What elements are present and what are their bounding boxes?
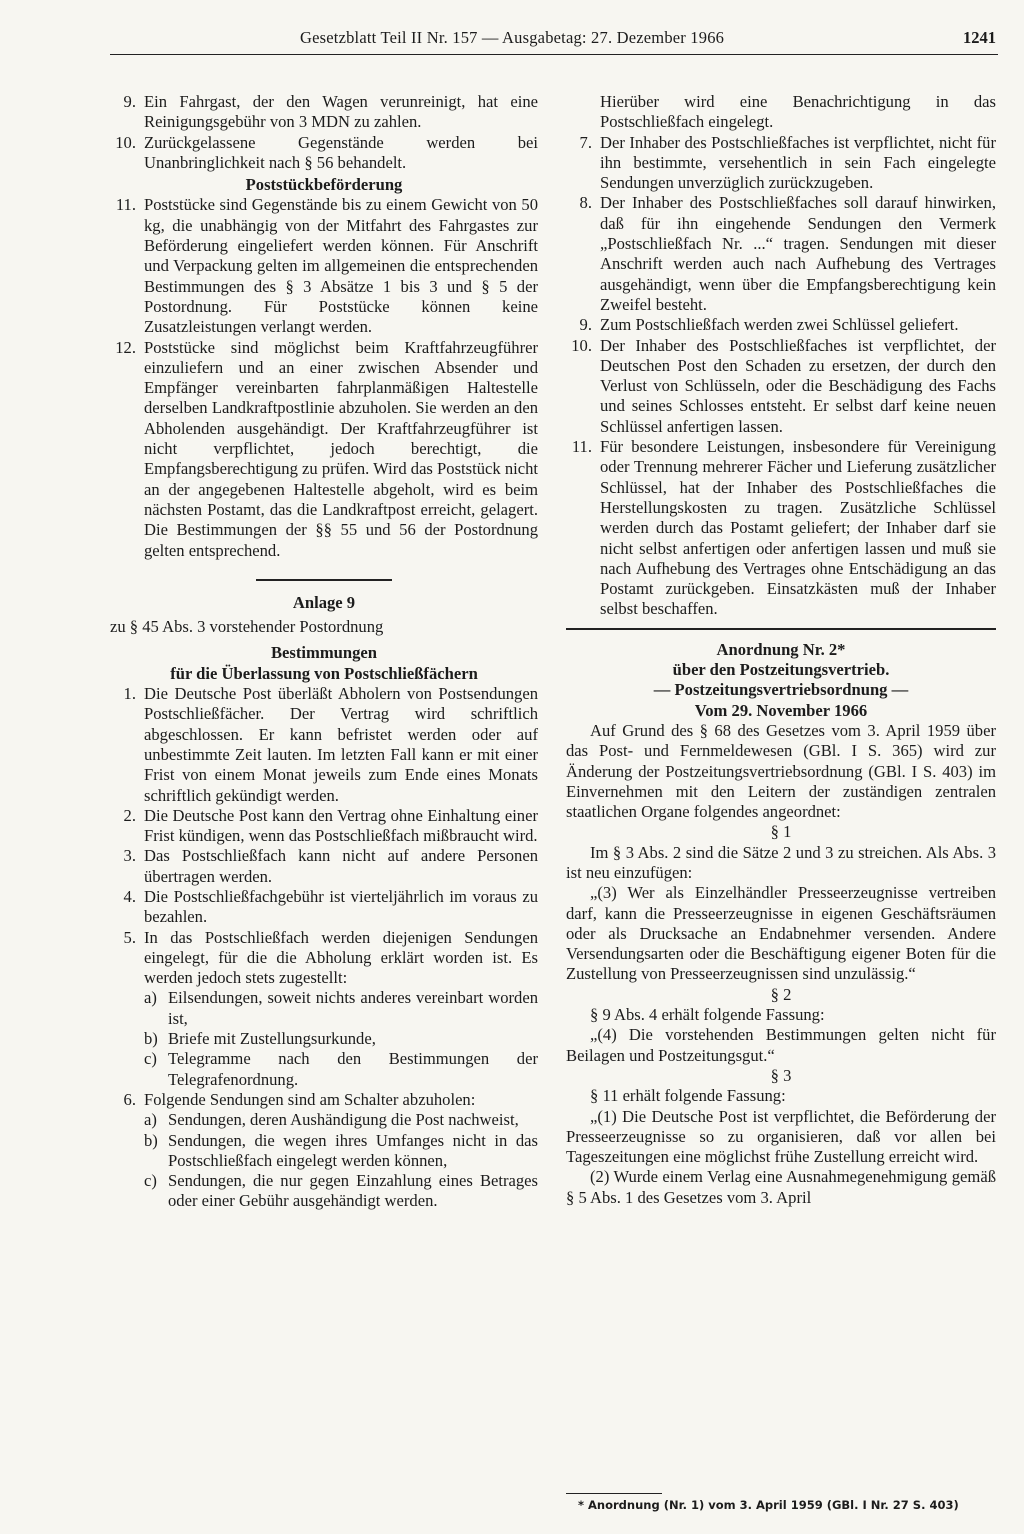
item-number: 12. xyxy=(115,337,136,357)
right-column xyxy=(566,92,996,1208)
item-text: Zum Postschließfach werden zwei Schlüssel geliefert. xyxy=(600,315,959,335)
sub-letter: b) xyxy=(144,1029,158,1049)
sub-letter: b) xyxy=(144,1130,158,1150)
item-number: 9. xyxy=(579,315,592,335)
item-number: 9. xyxy=(123,92,136,111)
bestimmungen-subtitle: für die Überlassung von Postschließfächern xyxy=(170,663,478,683)
sub-item xyxy=(144,1110,538,1130)
item-number: 11. xyxy=(115,195,136,215)
sub-text: Eilsendungen, soweit nichts anderes vereinbart worden ist, xyxy=(168,988,538,1028)
item-number: 10. xyxy=(571,335,592,355)
item-text: In das Postschließfach werden diejenigen Sendungen eingelegt, für die die Abholung erklärt worden ist. Es werden jedoch stets zugestellt: xyxy=(144,927,538,988)
anordnung-subtitle: über den Postzeitungsvertrieb. xyxy=(672,660,890,680)
list-item xyxy=(110,133,538,174)
sub-letter: a) xyxy=(144,1110,157,1130)
item-text: Poststücke sind Gegenstände bis zu einem Gewicht von 50 kg, die unabhängig von der Mitfahrt des Fahrgastes zur Beförderung eingeliefert werden können. Für Anschrift und Verpackung gelten im allgemeinen die entsprechenden Bestimmungen des § 3 Absätze 1 bis 3 und § 5 der Postordnung. Für Poststücke können keine Zusatzleistungen verlangt werden. xyxy=(144,195,538,337)
list-item xyxy=(110,1090,538,1212)
paragraph-heading: § 3 xyxy=(770,1065,792,1085)
paragraph-quote: „(3) Wer als Einzelhändler Presseerzeugnisse vertreiben darf, kann die Presseerzeugnisse in eigenen Geschäftsräumen oder als Drucksache an Endabnehmer versenden. Andere Versendungsarten oder die Beschäftigung eigener Boten für die Zustellung von Presseerzeugnissen sind unzulässig.“ xyxy=(566,883,996,984)
page-number: 1241 xyxy=(963,28,996,47)
anlage-reference: zu § 45 Abs. 3 vorstehender Postordnung xyxy=(110,617,384,637)
list-item xyxy=(566,437,996,620)
footnote-divider xyxy=(566,1493,662,1494)
item-text: Folgende Sendungen sind am Schalter abzuholen: xyxy=(144,1089,476,1109)
item-text: Der Inhaber des Postschließfaches ist verpflichtet, nicht für ihn bestimmte, versehentlich in sein Fach eingelegte Sendungen unverzüglich zurückzugeben. xyxy=(600,132,996,193)
item-number: 6. xyxy=(123,1089,136,1109)
item-text: Die Deutsche Post kann den Vertrag ohne Einhaltung einer Frist kündigen, wenn das Postschließfach mißbraucht wird. xyxy=(144,805,538,846)
anordnung-title: Anordnung Nr. 2* xyxy=(716,639,846,659)
list-item xyxy=(110,195,538,337)
item-number: 3. xyxy=(123,846,136,866)
item-text: Die Postschließfachgebühr ist vierteljährlich im voraus zu bezahlen. xyxy=(144,886,538,927)
list-item xyxy=(566,336,996,437)
item-text: Zurückgelassene Gegenstände werden bei Unanbringlichkeit nach § 56 behandelt. xyxy=(144,132,538,172)
sub-item xyxy=(144,1049,538,1090)
anlage-title: Anlage 9 xyxy=(292,592,356,612)
sub-text: Sendungen, die wegen ihres Umfanges nicht in das Postschließfach eingelegt werden können, xyxy=(168,1130,538,1170)
item-number: 5. xyxy=(123,927,136,947)
item-number: 7. xyxy=(579,132,592,152)
page-header xyxy=(110,20,998,55)
bestimmungen-title: Bestimmungen xyxy=(270,643,378,663)
footnote: * Anordnung (Nr. 1) vom 3. April 1959 (GBl. I Nr. 27 S. 403) xyxy=(578,1498,959,1512)
paragraph-quote: „(1) Die Deutsche Post ist verpflichtet, die Beförderung der Presseerzeugnisse so zu organisieren, daß vor allen bei Tageszeitungen eine möglichst frühe Zustellung erreicht wird. xyxy=(566,1106,996,1167)
item-number: 4. xyxy=(123,886,136,906)
list-item xyxy=(110,928,538,1090)
sub-item xyxy=(144,1171,538,1212)
sub-text: Briefe mit Zustellungsurkunde, xyxy=(168,1029,376,1049)
section-divider xyxy=(566,628,996,630)
sub-item xyxy=(144,1131,538,1172)
paragraph-text: § 9 Abs. 4 erhält folgende Fassung: xyxy=(590,1005,825,1025)
anordnung-ordnung-name: — Postzeitungsvertriebsordnung — xyxy=(653,680,909,700)
continued-text xyxy=(566,92,996,133)
item-text: Für besondere Leistungen, insbesondere für Vereinigung oder Trennung mehrerer Fächer und Lieferung zusätzlicher Schlüssel, hat der Inhaber des Postschließfaches die Herstellungskosten zu tragen. Zusätzliche Schlüssel werden durch das Postamt geliefert; der Inhaber darf sie nicht selbst anfertigen oder anfertigen lassen und muß sie nach Aufhebung des Vertrages ohne Entschädigung an das Postamt zurückgeben. Einsatzkästen muß der Inhaber selbst beschaffen. xyxy=(600,437,996,619)
sub-text: Sendungen, die nur gegen Einzahlung eines Betrages oder einer Gebühr ausgehändigt werden. xyxy=(168,1171,538,1211)
paragraph-heading: § 2 xyxy=(770,984,792,1004)
anordnung-date: Vom 29. November 1966 xyxy=(694,700,868,720)
item-number: 2. xyxy=(123,805,136,825)
section-divider xyxy=(256,579,392,581)
list-item xyxy=(566,133,996,194)
item-text: Der Inhaber des Postschließfaches soll darauf hinwirken, daß für ihn eingehende Sendungen den Vermerk „Postschließfach Nr. ...“ tragen. Sendungen mit dieser Anschrift werden auch nach Aufhebung des Vertrages ausgehändigt, wenn über die Empfangsberechtigung kein Zweifel besteht. xyxy=(600,193,996,314)
list-item xyxy=(566,315,996,335)
sub-letter: c) xyxy=(144,1049,157,1069)
list-item xyxy=(110,846,538,887)
sub-item xyxy=(144,1029,538,1049)
list-item xyxy=(566,193,996,315)
item-number: 11. xyxy=(571,437,592,457)
paragraph-quote: (2) Wurde einem Verlag eine Ausnahmegenehmigung gemäß § 5 Abs. 1 des Gesetzes vom 3. April xyxy=(566,1167,996,1207)
list-item xyxy=(110,806,538,847)
item-text: Hierüber wird eine Benachrichtigung in das Postschließfach eingelegt. xyxy=(600,92,996,132)
paragraph-text: § 11 erhält folgende Fassung: xyxy=(590,1086,786,1106)
paragraph-text: Im § 3 Abs. 2 sind die Sätze 2 und 3 zu streichen. Als Abs. 3 ist neu einzufügen: xyxy=(566,842,996,882)
item-text: Poststücke sind möglichst beim Kraftfahrzeugführer einzuliefern und an einer zwischen Absender und Empfänger vereinbarten fahrplanmäßigen Haltestelle derselben Landkraftpostlinie abzuholen. Sie werden an den Abholenden ausgehändigt. Der Kraftfahrzeugführer ist nicht verpflichtet, jedoch berechtigt, die Empfangsberechtigung zu prüfen. Wird das Poststück nicht an der angegebenen Haltestelle abgeholt, wird es beim nächsten Postamt, das die Landkraftpost erreicht, gelagert. Die Bestimmungen der §§ 55 und 56 der Postordnung gelten entsprechend. xyxy=(144,337,538,560)
list-item xyxy=(110,338,538,561)
list-item xyxy=(110,684,538,806)
left-column xyxy=(110,92,538,1212)
item-number: 1. xyxy=(123,684,136,704)
sub-item xyxy=(144,988,538,1029)
list-item xyxy=(110,92,538,133)
section-title: Poststückbeförderung xyxy=(245,175,403,195)
item-number: 10. xyxy=(115,132,136,152)
item-text: Ein Fahrgast, der den Wagen verunreinigt, hat eine Reinigungsgebühr von 3 MDN zu zahlen. xyxy=(144,92,538,132)
sub-letter: c) xyxy=(144,1171,157,1191)
anordnung-intro: Auf Grund des § 68 des Gesetzes vom 3. April 1959 über das Post- und Fernmeldewesen (GBl. I S. 365) wird zur Änderung der Postzeitungsvertriebsordnung (GBl. I S. 403) im Einvernehmen mit den Leitern der zuständigen zentralen staatlichen Organe folgendes angeordnet: xyxy=(566,720,996,822)
sub-text: Sendungen, deren Aushändigung die Post nachweist, xyxy=(168,1110,519,1130)
paragraph-heading: § 1 xyxy=(770,822,792,842)
header-title: Gesetzblatt Teil II Nr. 157 — Ausgabetag: 27. Dezember 1966 xyxy=(300,28,725,47)
item-text: Das Postschließfach kann nicht auf andere Personen übertragen werden. xyxy=(144,846,538,886)
item-text: Die Deutsche Post überläßt Abholern von Postsendungen Postschließfächer. Der Vertrag wird schriftlich abgeschlossen. Er kann befristet werden oder auf unbestimmte Zeit lauten. Im letzten Fall kann er mit einer Frist von einem Monat jeweils zum Ende eines Monats schriftlich gekündigt werden. xyxy=(144,684,538,805)
item-text: Der Inhaber des Postschließfaches ist verpflichtet, der Deutschen Post den Schaden zu ersetzen, der durch den Verlust von Schlüsseln, oder die Beschädigung des Fachs und seines Schlosses entsteht. Er selbst darf keine neuen Schlüssel anfertigen lassen. xyxy=(600,335,996,436)
list-item xyxy=(110,887,538,928)
sub-text: Telegramme nach den Bestimmungen der Telegrafenordnung. xyxy=(168,1049,538,1089)
sub-letter: a) xyxy=(144,988,157,1008)
item-number: 8. xyxy=(579,193,592,213)
paragraph-quote: „(4) Die vorstehenden Bestimmungen gelten nicht für Beilagen und Postzeitungsgut.“ xyxy=(566,1025,996,1065)
